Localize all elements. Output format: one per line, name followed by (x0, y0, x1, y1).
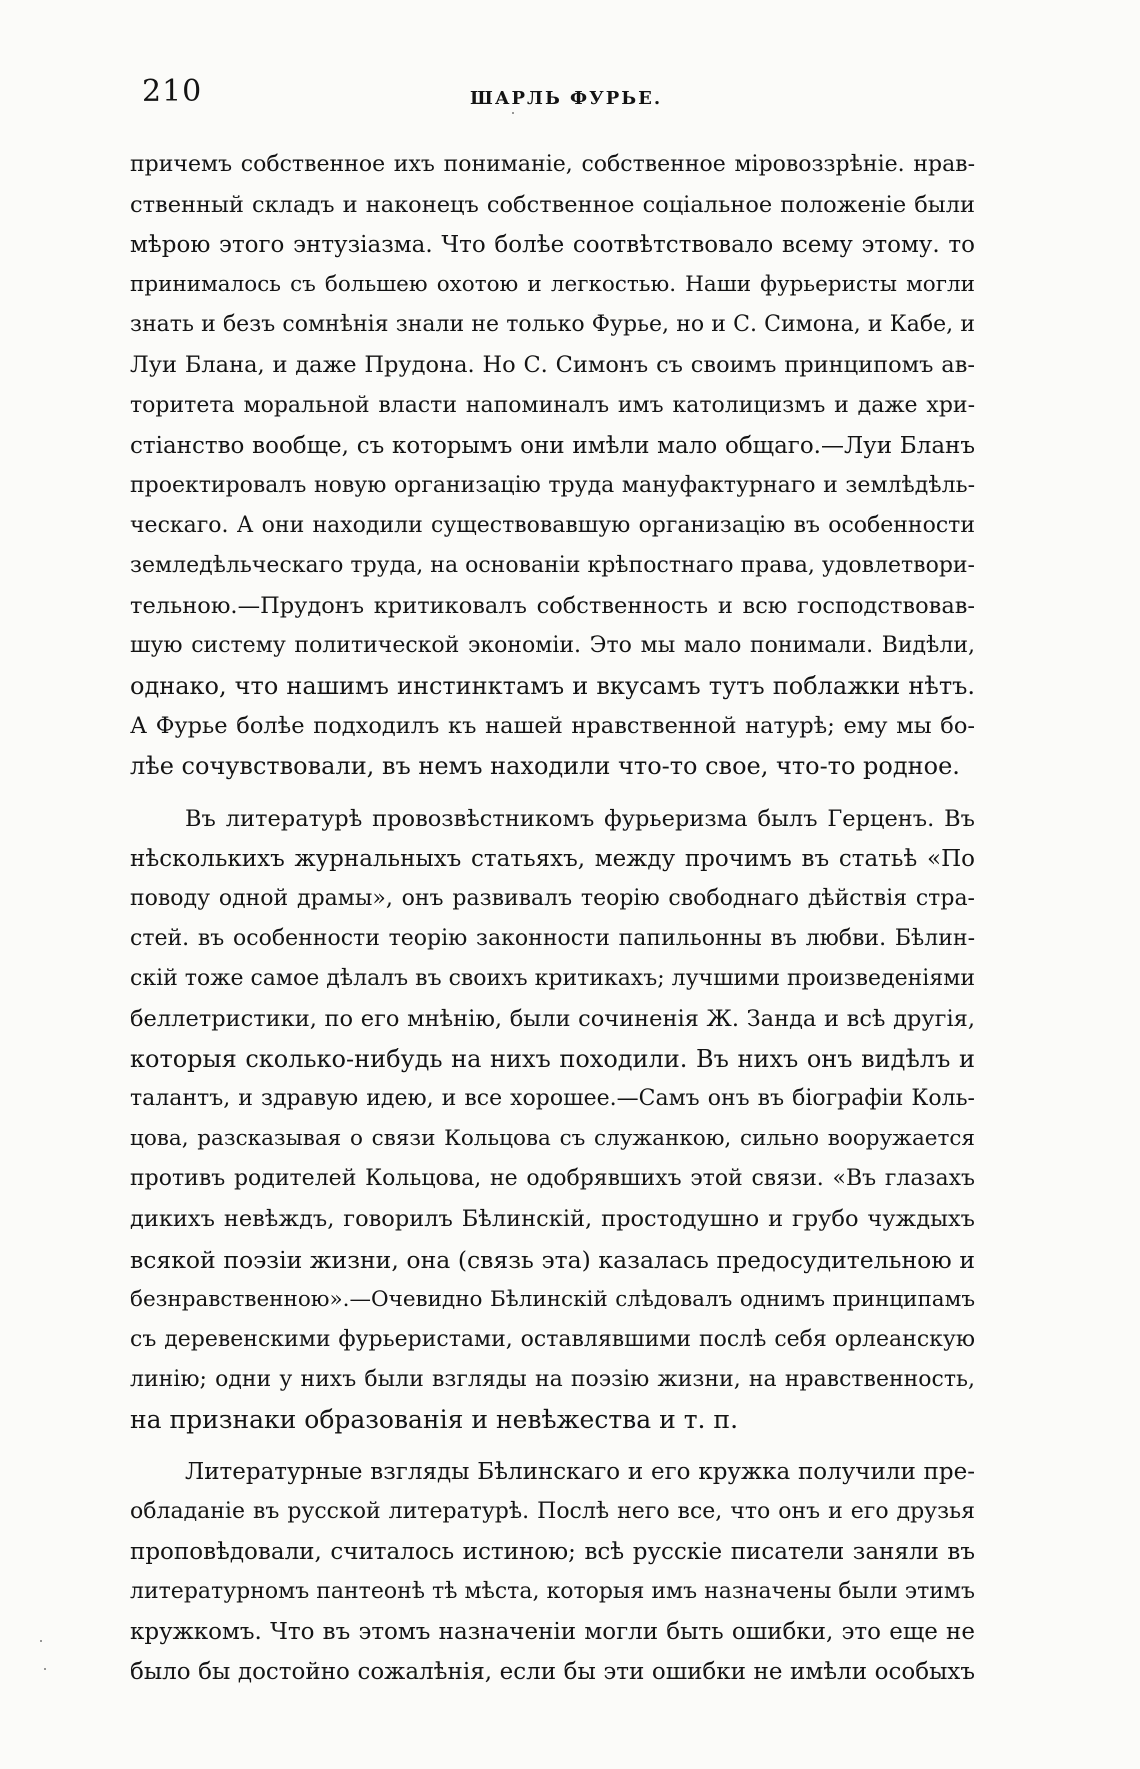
paragraph-1 (130, 145, 975, 787)
text-line: которыя сколько-нибудь на нихъ походили. Въ нихъ онъ видѣлъ и (130, 1045, 975, 1074)
text-line: А Фурье болѣе подходилъ къ нашей нравственной натурѣ; ему мы бо- (130, 713, 975, 740)
paragraph-3 (130, 1452, 975, 1693)
scan-speck (40, 1640, 42, 1642)
text-line: ственный складъ и наконецъ собственное соціальное положеніе были (130, 192, 975, 219)
body-text (130, 145, 975, 1693)
text-line: беллетристики, по его мнѣнію, были сочиненія Ж. Занда и всѣ другія, (130, 1005, 975, 1032)
text-line: стіанство вообще, съ которымъ они имѣли мало общаго.—Луи Бланъ (130, 432, 975, 459)
text-line: шую систему политической экономіи. Это мы мало понимали. Видѣли, (130, 633, 975, 659)
paragraph-spacer (130, 787, 975, 799)
text-line: стей. въ особенности теорію законности папильонны въ любви. Бѣлин- (130, 925, 975, 951)
text-line: дикихъ невѣждъ, говорилъ Бѣлинскій, простодушно и грубо чуждыхъ (130, 1206, 975, 1233)
text-line: цова, разсказывая о связи Кольцова съ служанкою, сильно вооружается (130, 1126, 975, 1152)
text-line: Луи Блана, и даже Прудона. Но С. Симонъ съ своимъ принципомъ ав- (130, 352, 975, 379)
paragraph-2 (130, 799, 975, 1441)
running-head: ШАРЛЬ ФУРЬЕ. (470, 88, 663, 109)
text-line: всякой поэзіи жизни, она (связь эта) казалась предосудительною и (130, 1245, 975, 1274)
text-line: знать и безъ сомнѣнія знали не только Фурье, но и С. Симона, и Кабе, и (130, 312, 975, 338)
text-line: мѣрою этого энтузіазма. Что болѣе соотвѣтствовало всему этому. то (130, 232, 975, 259)
text-line: лѣе сочувствовали, въ немъ находили что-то свое, что-то родное. (130, 752, 960, 781)
text-line: поводу одной драмы», онъ развивалъ теорію свободнаго дѣйствія стра- (130, 885, 975, 911)
scan-speck (512, 112, 514, 114)
scan-speck (44, 1668, 46, 1670)
text-line: линію; одни у нихъ были взгляды на поэзію жизни, на нравственность, (130, 1366, 975, 1392)
text-line: торитета моральной власти напоминалъ имъ католицизмъ и даже хри- (130, 392, 975, 418)
text-line: безнравственною».—Очевидно Бѣлинскій слѣдовалъ однимъ принципамъ (130, 1286, 975, 1312)
text-line: было бы достойно сожалѣнія, если бы эти ошибки не имѣли особыхъ (130, 1659, 975, 1686)
text-line: литературномъ пантеонѣ тѣ мѣста, которыя имъ назначены были этимъ (130, 1579, 975, 1605)
text-line: талантъ, и здравую идею, и все хорошее.—Самъ онъ въ біографіи Коль- (130, 1086, 975, 1112)
text-line: противъ родителей Кольцова, не одобрявшихъ этой связи. «Въ глазахъ (130, 1166, 975, 1192)
text-line: причемъ собственное ихъ пониманіе, собственное міровоззрѣніе. нрав- (130, 152, 975, 177)
page-number: 210 (142, 74, 203, 109)
text-line: однако, что нашимъ инстинктамъ и вкусамъ тутъ поблажки нѣтъ. (130, 672, 975, 701)
text-line: на признаки образованія и невѣжества и т. п. (130, 1404, 739, 1434)
text-line: земледѣльческаго труда, на основаніи крѣпостнаго права, удовлетвори- (130, 552, 975, 578)
text-line: Литературные взгляды Бѣлинскаго и его кружка получили пре- (185, 1459, 975, 1485)
text-line: съ деревенскими фурьеристами, оставлявшими послѣ себя орлеанскую (130, 1326, 975, 1352)
text-line: принималось съ большею охотою и легкостью. Наши фурьеристы могли (130, 272, 975, 298)
text-line: проповѣдовали, считалось истиною; всѣ русскіе писатели заняли въ (130, 1539, 975, 1566)
text-line: скій тоже самое дѣлалъ въ своихъ критикахъ; лучшими произведеніями (130, 965, 975, 991)
text-line: нѣсколькихъ журнальныхъ статьяхъ, между прочимъ въ статьѣ «По (130, 845, 975, 872)
paragraph-spacer (130, 1440, 975, 1452)
text-line: ческаго. А они находили существовавшую организацію въ особенности (130, 512, 975, 538)
text-line: обладаніе въ русской литературѣ. Послѣ него все, что онъ и его друзья (130, 1499, 975, 1525)
text-line: проектировалъ новую организацію труда мануфактурнаго и землѣдѣль- (130, 472, 975, 498)
text-line: Въ литературѣ провозвѣстникомъ фурьеризма былъ Герценъ. Въ (185, 805, 975, 832)
text-line: тельною.—Прудонъ критиковалъ собственность и всю господствовав- (130, 593, 975, 620)
text-line: кружкомъ. Что въ этомъ назначеніи могли быть ошибки, это еще не (130, 1619, 975, 1646)
